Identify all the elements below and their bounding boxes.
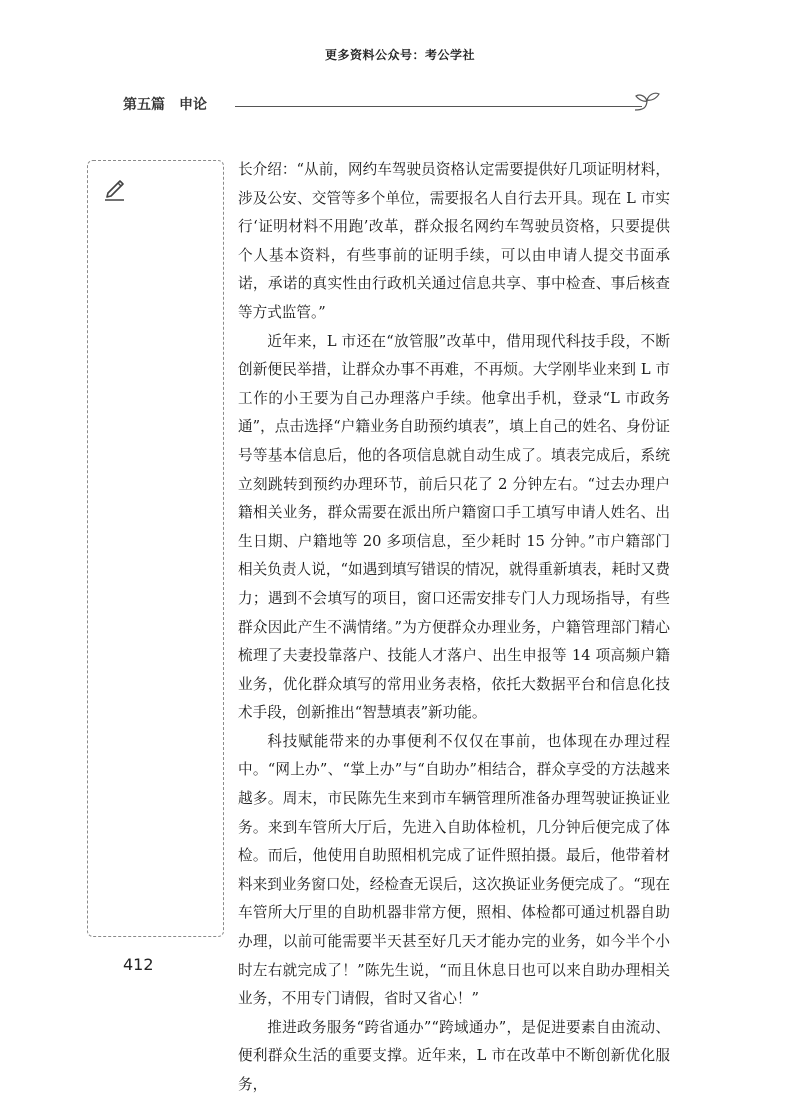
paragraph-4: 推进政务服务“跨省通办”“跨域通办”，是促进要素自由流动、便利群众生活的重要支撑。近年来，L 市在改革中不断创新优化服务，: [238, 1018, 670, 1093]
notes-sidebar: [87, 160, 224, 937]
page-number: 412: [123, 955, 154, 974]
header-rule: [235, 106, 642, 107]
paragraph-3: 科技赋能带来的办事便利不仅仅在事前，也体现在办理过程中。“网上办”、“掌上办”与“自助办”相结合，群众享受的方法越来越多。周末，市民陈先生来到市车辆管理所准备办理驾驶证换证业务。来到车管所大厅后，先进入自助体检机，几分钟后便完成了体检。而后，他使用自助照相机完成了证件照拍摄。最后，他带着材料来到业务窗口处，经检查无误后，这次换证业务便完成了。“现在车管所大厅里的自助机器非常方便，照相、体检都可通过机器自助办理，以前可能需要半天甚至好几天才能办完的业务，如今半个小时左右就完成了！”陈先生说，“而且休息日也可以来自助办理相关业务，不用专门请假，省时又省心！”: [238, 732, 670, 1008]
section-title: 第五篇 申论: [123, 97, 207, 113]
sprout-icon: [633, 90, 661, 114]
pencil-icon: [102, 175, 128, 201]
paragraph-1: 长介绍：“从前，网约车驾驶员资格认定需要提供好几项证明材料，涉及公安、交管等多个单位，需要报名人自行去开具。现在 L 市实行‘证明材料不用跑’改革，群众报名网约车驾驶员资格，只要提供个人基本资料，有些事前的证明手续，可以由申请人提交书面承诺，承诺的真实性由行政机关通过信息共享、事中检查、事后核查等方式监管。”: [238, 161, 670, 321]
running-header: [123, 92, 663, 118]
paragraph-2: 近年来，L 市还在“放管服”改革中，借用现代科技手段，不断创新便民举措，让群众办事不再难，不再烦。大学刚毕业来到 L 市工作的小王要为自己办理落户手续。他拿出手机，登录“L 市政务通”，点击选择“户籍业务自助预约填表”，填上自己的姓名、身份证号等基本信息后，他的各项信息就自动生成了。填表完成后，系统立刻跳转到预约办理环节，前后只花了 2 分钟左右。“过去办理户籍相关业务，群众需要在派出所户籍窗口手工填写申请人姓名、出生日期、户籍地等 20 多项信息，至少耗时 15 分钟。”市户籍部门相关负责人说，“如遇到填写错误的情况，就得重新填表，耗时又费力；遇到不会填写的项目，窗口还需安排专门人力现场指导，有些群众因此产生不满情绪。”为方便群众办理业务，户籍管理部门精心梳理了夫妻投靠落户、技能人才落户、出生申报等 14 项高频户籍业务，优化群众填写的常用业务表格，依托大数据平台和信息化技术手段，创新推出“智慧填表”新功能。: [238, 332, 670, 722]
article-body: [238, 156, 670, 1100]
top-banner: 更多资料公众号：考公学社: [324, 48, 475, 62]
